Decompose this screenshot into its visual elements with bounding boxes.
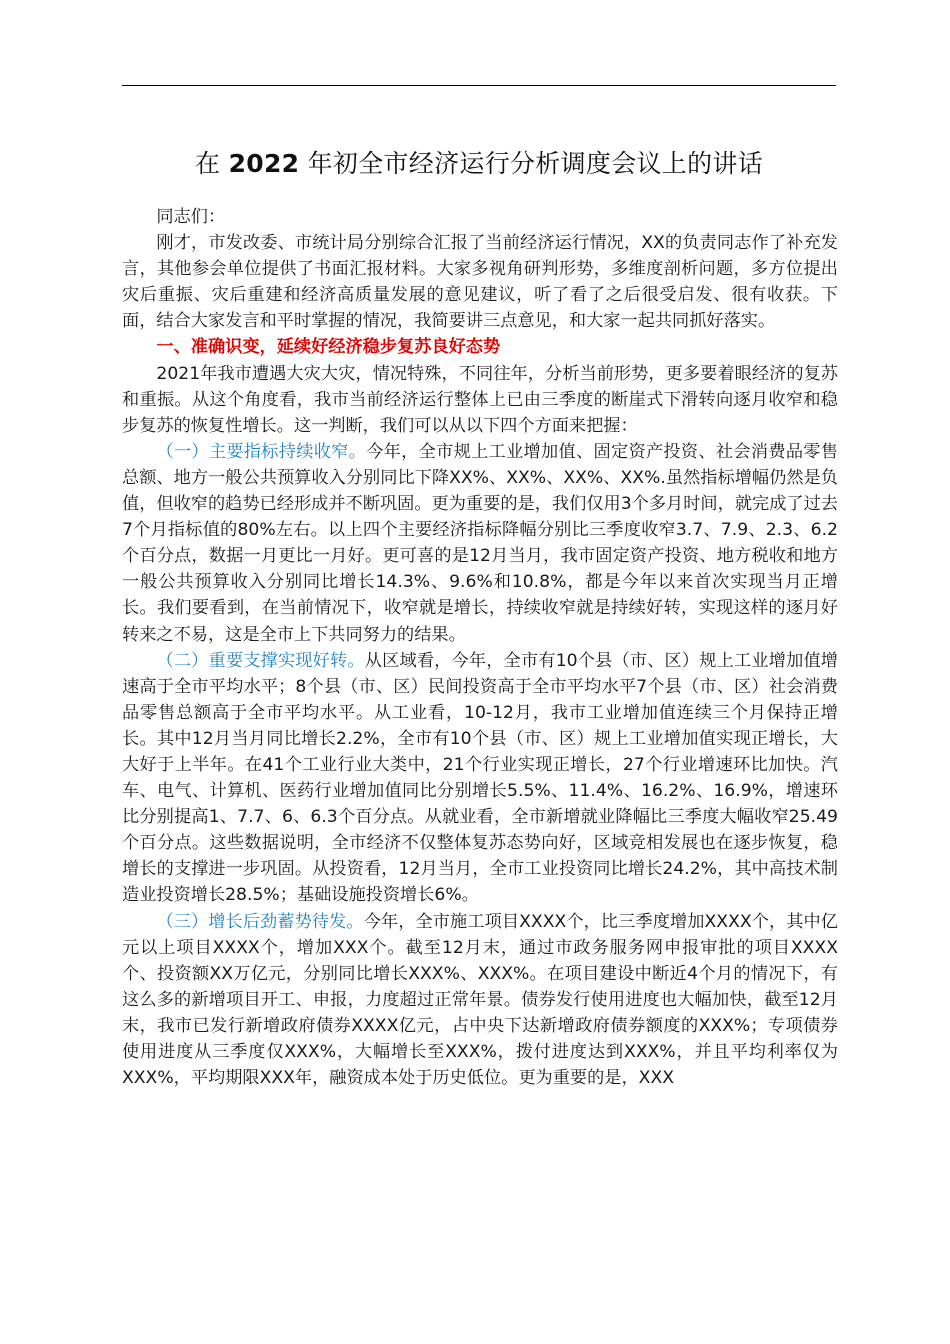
header-rule — [122, 85, 836, 86]
point-2-label: （二）重要支撑实现好转。 — [156, 650, 365, 671]
point-3-text: 今年，全市施工项目XXXX个，比三季度增加XXXX个，其中亿元以上项目XXXX个，增加XXX个。截至12月末，通过市政务服务网申报审批的项目XXXX个、投资额XX万亿元，分别同比增长XXX%、XXX%。在项目建设中断近4个月的情况下，有这么多的新增项目开工、申报，力度超过正常年景。债券发行使用进度也大幅加快，截至12月末，我市已发行新增政府债券XXXX亿元，占中央下达新增政府债券额度的XXX%；专项债券使用进度从三季度仅XXX%，大幅增长至XXX%，拨付进度达到XXX%，并且平均利率仅为XXX%，平均期限XXX年，融资成本处于历史低位。更为重要的是，XXX — [122, 911, 838, 1089]
point-2-paragraph — [122, 648, 838, 909]
section-heading-1: 一、准确识变，延续好经济稳步复苏良好态势 — [156, 337, 501, 358]
point-1-paragraph — [122, 439, 838, 648]
point-3-label: （三）增长后劲蓄势待发。 — [156, 911, 364, 932]
document-title: 在 2022 年初全市经济运行分析调度会议上的讲话 — [195, 149, 763, 178]
point-2-text: 从区域看，今年，全市有10个县（市、区）规上工业增加值增速高于全市平均水平；8个县（市、区）民间投资高于全市平均水平7个县（市、区）社会消费品零售总额高于全市平均水平。从工业看，10-12月，我市工业增加值连续三个月保持正增长。其中12月当月同比增长2.2%，全市有10个县（市、区）规上工业增加值实现正增长，大大好于上半年。在41个工业行业大类中，21个行业实现正增长，27个行业增速环比加快。汽车、电气、计算机、医药行业增加值同比分别增长5.5%、11.4%、16.2%、16.9%，增速环比分别提高1、7.7、6、6.3个百分点。从就业看，全市新增就业降幅比三季度大幅收窄25.49个百分点。这些数据说明，全市经济不仅整体复苏态势向好，区域竞相发展也在逐步恢复，稳增长的支撑进一步巩固。从投资看，12月当月，全市工业投资同比增长24.2%，其中高技术制造业投资增长28.5%；基础设施投资增长6%。 — [122, 650, 838, 906]
salutation: 同志们： — [156, 207, 226, 227]
document-body — [122, 204, 838, 1091]
section1-lead-paragraph: 2021年我市遭遇大灾大灾，情况特殊，不同往年，分析当前形势，更多要着眼经济的复苏和重振。从这个角度看，我市当前经济运行整体上已由三季度的断崖式下滑转向逐月收窄和稳步复苏的恢复性增长。这一判断，我们可以从以下四个方面来把握： — [122, 363, 838, 436]
point-1-label: （一）主要指标持续收窄。 — [156, 441, 367, 462]
intro-paragraph: 刚才，市发改委、市统计局分别综合汇报了当前经济运行情况，XX的负责同志作了补充发言，其他参会单位提供了书面汇报材料。大家多视角研判形势，多维度剖析问题，多方位提出灾后重振、灾后重建和经济高质量发展的意见建议，听了看了之后很受启发、很有收获。下面，结合大家发言和平时掌握的情况，我简要讲三点意见，和大家一起共同抓好落实。 — [122, 233, 838, 332]
point-1-text: 今年，全市规上工业增加值、固定资产投资、社会消费品零售总额、地方一般公共预算收入分别同比下降XX%、XX%、XX%、XX%.虽然指标增幅仍然是负值，但收窄的趋势已经形成并不断巩固。更为重要的是，我们仅用3个多月时间，就完成了过去7个月指标值的80%左右。以上四个主要经济指标降幅分别比三季度收窄3.7、7.9、2.3、6.2个百分点，数据一月更比一月好。更可喜的是12月当月，我市固定资产投资、地方税收和地方一般公共预算收入分别同比增长14.3%、9.6%和10.8%，都是今年以来首次实现当月正增长。我们要看到，在当前情况下，收窄就是增长，持续收窄就是持续好转，实现这样的逐月好转来之不易，这是全市上下共同努力的结果。 — [122, 441, 838, 645]
point-3-paragraph — [122, 909, 838, 1092]
